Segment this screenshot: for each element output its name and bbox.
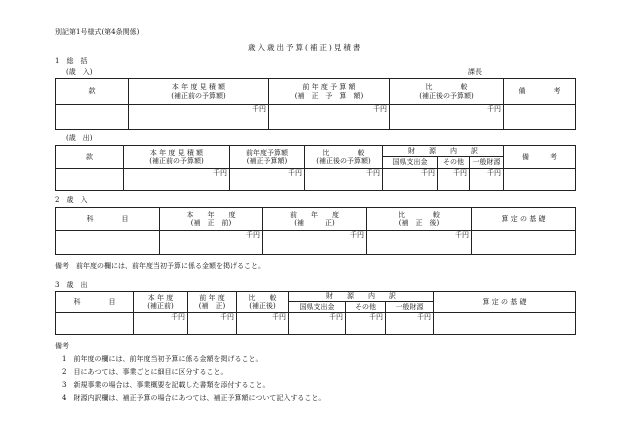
column-header-funding-source: 財 源 内 訳 [289,292,434,302]
table-header-row [56,208,576,231]
header-line: (補 正) [294,219,335,227]
column-header-other: その他 [346,302,386,313]
column-header-current-estimate [124,146,230,169]
revenue-detail-table [55,207,576,255]
header-line: 前 年 度 [290,210,339,219]
column-header-item: 款 [56,146,124,169]
table-row [56,313,576,335]
cell-unit: 千円 [367,231,472,255]
header-line: (補 正 前) [190,219,232,227]
cell-unit: 千円 [346,313,386,335]
cell-remarks [504,169,576,191]
footnote-item: 3 新規事業の場合は、事業概要を記載した書類を添付すること。 [62,381,270,389]
header-line: 前 年 度 予 算 額 [302,83,356,92]
header-line: 本 年 度 見 積 額 [171,83,226,92]
cell-item [56,231,160,255]
table-row [56,231,576,255]
column-header-item: 款 [56,79,129,105]
expense-summary-table [55,145,576,191]
footnotes-title: 備考 [55,342,69,350]
cell-unit: 千円 [124,169,230,191]
header-line: (補 正) [198,302,226,310]
revenue-summary-table [55,78,576,130]
column-header-current-year [160,208,263,231]
column-header-current-year [134,292,188,313]
cell-unit: 千円 [230,169,305,191]
cell-unit: 千円 [470,169,504,191]
column-header-other: その他 [438,157,470,169]
expense-detail-table [55,291,576,335]
revenue-detail-note: 備考 前年度の欄には、前年度当初予算に係る金額を掲げること。 [55,262,265,270]
footnote-item: 4 財源内訳欄は、補正予算の場合にあつては、補正予算額について記入すること。 [62,394,326,402]
column-header-current-estimate [129,79,269,105]
column-header-item: 科 目 [56,208,160,231]
column-header-comparison [305,146,383,169]
table-row [56,169,576,191]
header-line: (補正後) [249,302,276,310]
column-header-remarks: 備 考 [504,79,576,105]
header-line: (補 正 後) [398,219,440,227]
section-summary-heading: 1 総 括 [55,57,88,65]
column-header-remarks: 備 考 [504,146,576,169]
cell-unit: 千円 [134,313,188,335]
cell-unit: 千円 [390,105,504,130]
header-line: 本 年 度 [186,210,236,219]
column-header-comparison [367,208,472,231]
column-header-previous-year [188,292,237,313]
cell-unit: 千円 [386,313,434,335]
header-line: (補正後の予算額) [316,157,371,165]
document-title: 歳入歳出予算(補正)見積書 [248,43,363,52]
header-line: (補正予算額) [246,157,288,165]
header-line: 比 較 [322,148,365,157]
cell-unit: 千円 [289,313,346,335]
cell-unit: 千円 [383,169,438,191]
cell-item [56,105,129,130]
cell-remarks [504,105,576,130]
section-expense-heading: 3 歳 出 [55,281,88,289]
cell-unit: 千円 [305,169,383,191]
expense-summary-caption: (歳 出) [66,134,93,142]
revenue-summary-caption: (歳 入) [66,68,93,76]
table-header-row [56,292,576,302]
header-line: (補正前の予算額) [171,91,226,100]
column-header-comparison [237,292,289,313]
column-header-national-prefectural: 国県支出金 [289,302,346,313]
cell-unit: 千円 [269,105,390,130]
cell-basis [434,313,576,335]
chief-label: 課長 [468,68,482,76]
cell-unit: 千円 [129,105,269,130]
header-line: (補正前の予算額) [149,157,204,165]
form-number: 別記第1号様式(第4条関係) [55,28,140,36]
column-header-national-prefectural: 国県支出金 [383,157,438,169]
header-line: 前年度予算額 [246,148,288,157]
header-line: 比 較 [425,83,468,92]
header-line: 比 較 [398,210,440,219]
header-line: 本 年 度 [147,293,174,302]
cell-unit: 千円 [438,169,470,191]
column-header-previous-budget [230,146,305,169]
column-header-general-revenue: 一般財源 [386,302,434,313]
column-header-item: 科 目 [56,292,134,313]
header-line: 前 年 度 [199,293,225,302]
header-line: (補正前) [147,302,174,310]
footnote-item: 1 前年度の欄には、前年度当初予算に係る金額を掲げること。 [62,355,263,363]
table-header-row [56,146,576,157]
column-header-previous-budget [269,79,390,105]
column-header-calculation-basis: 算 定 の 基 礎 [434,292,576,313]
cell-unit: 千円 [160,231,263,255]
cell-item [56,169,124,191]
footnote-item: 2 目にあつては、事業ごとに細目に区分すること。 [62,368,228,376]
header-line: 比 較 [248,293,277,302]
column-header-comparison [390,79,504,105]
column-header-general-revenue: 一般財源 [470,157,504,169]
header-line: (補正後の予算額) [419,91,474,100]
table-row [56,105,576,130]
cell-unit: 千円 [188,313,237,335]
column-header-previous-year [263,208,367,231]
header-line: 本 年 度 見 積 額 [149,148,204,157]
cell-item [56,313,134,335]
cell-unit: 千円 [237,313,289,335]
table-header-row [56,79,576,105]
cell-basis [472,231,576,255]
column-header-funding-source: 財 源 内 訳 [383,146,504,157]
column-header-calculation-basis: 算 定 の 基 礎 [472,208,576,231]
cell-unit: 千円 [263,231,367,255]
section-revenue-heading: 2 歳 入 [55,196,88,204]
header-line: (補 正 予 算 額) [294,91,364,100]
